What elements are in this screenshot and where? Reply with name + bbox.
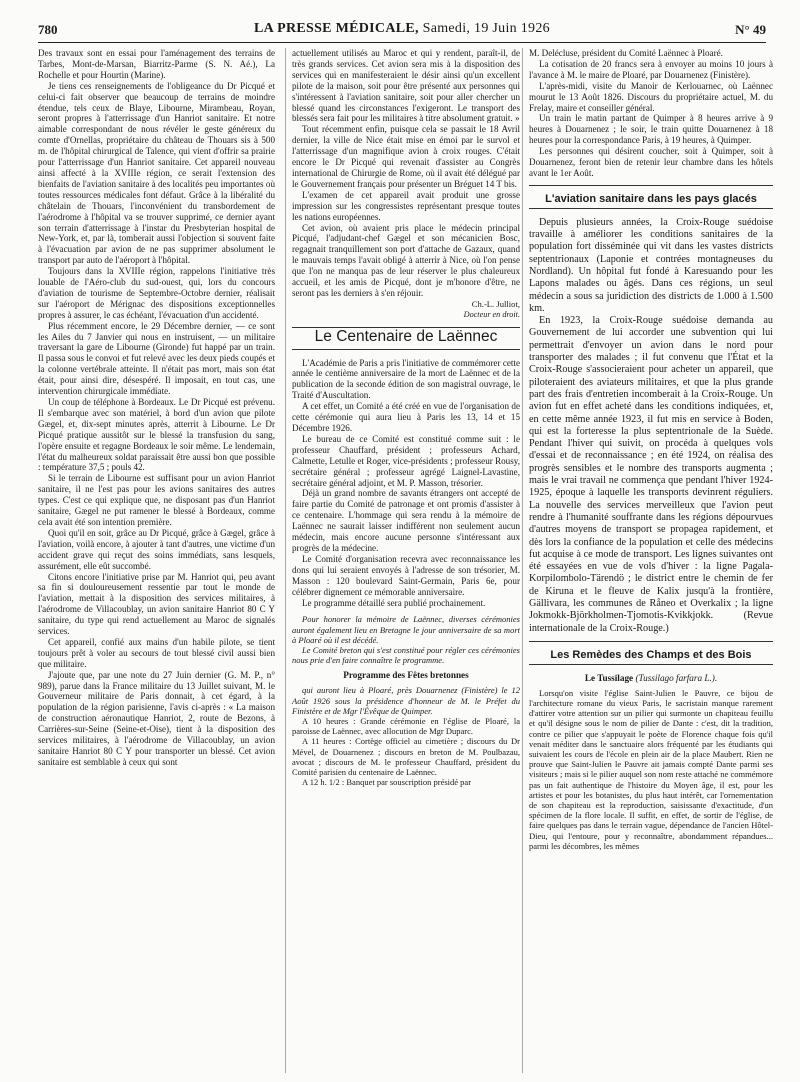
program-item: A 11 heures : Cortège officiel au cimetière ; discours du Dr Mével, de Douarnenez ; discours en breton de M. Poulbazau, avocat ; discours de M. le professeur Chauffard, président du Comité parisien du centenaire de Laënnec. xyxy=(292,736,520,777)
paragraph: Les personnes qui désirent coucher, soit à Quimper, soit à Douarnenez, feront bien de retenir leur chambre dans les hôtels avant le 1er Août. xyxy=(529,146,773,178)
paragraph: actuellement utilisés au Maroc et qui y rendent, paraît-il, de très grands services. Cet avion sera mis à la disposition des services qui en manifesteraient le désir ainsi qu'un excellent pilote de la maison, soit pour être présenté aux personnes qui s'intéressent à l'aviation sanitaire, soit pour aller chercher un blessé quand les circonstances l'exigeront. Le transport des blessés sera fait pour les militaires à titre absolument gratuit. » xyxy=(292,48,520,124)
paragraph: J'ajoute que, par une note du 27 Juin dernier (G. M. P., n° 989), parue dans la France militaire du 13 Juillet suivant, M. le Gouverneur militaire de Paris donnait, à cet égard, à la population de la région parisienne, l'avis ci-après : « La maison de construction aéronautique Hanriot, 2, route de Bezons, à Carrières-sur-Seine (Seine-et-Oise), tient à la disposition des services militaires, à l'aérodrome de Villacoublay, un avion sanitaire Hanriot 80 C Y pour transporter un blessé. Cet avion sanitaire est semblable à ceux qui sont xyxy=(38,669,275,767)
author-signature: Ch.-L. Julliot, xyxy=(471,298,520,309)
program-item: A 10 heures : Grande cérémonie en l'église de Ploaré, la paroisse de Laënnec, avec allocution de Mgr Duparc. xyxy=(292,715,520,737)
paragraph: L'examen de cet appareil avait produit une grosse impression sur les congressistes représentant presque toutes les nations européennes. xyxy=(292,189,520,222)
paragraph: L'Académie de Paris a pris l'initiative de commémorer cette année le centième anniversaire de la mort de Laënnec et de la publication de la seconde édition de son magistral ouvrage, le Traité d'Auscultation. xyxy=(292,357,520,401)
paragraph: Cet appareil, confié aux mains d'un habile pilote, se tient toujours prêt à voler au secours de tout blessé civil aussi bien que militaire. xyxy=(38,636,275,669)
page-header xyxy=(38,20,766,43)
italic-note: Pour honorer la mémoire de Laënnec, diverses cérémonies auront également lieu en Bretagne le jour anniversaire de sa mort à Ploaré où il est décédé. xyxy=(292,614,520,645)
section-title-aviation: L'aviation sanitaire dans les pays glacés xyxy=(545,192,757,205)
column-1 xyxy=(38,48,275,1073)
column-3 xyxy=(522,48,773,1073)
paragraph: M. Delécluse, président du Comité Laënnec à Ploaré. xyxy=(529,48,723,58)
paragraph: Déjà un grand nombre de savants étrangers ont accepté de faire partie du Comité de patronage et ont promis d'assister à ce centenaire. L'hommage qui sera rendu à la mémoire de Laënnec ne saurait laisser indifférent non seulement aucun médecin, mais encore aucune personne s'intéressant aux progrès de la médecine. xyxy=(292,488,520,553)
paragraph: Un train le matin partant de Quimper à 8 heures arrive à 9 heures à Douarnenez ; le soir, le train quitte Douarnenez à 18 heures pour la correspondance Paris, à 19 heures, à Quimper. xyxy=(529,113,773,146)
paragraph: Le Comité d'organisation recevra avec reconnaissance les dons qui lui seraient envoyés à l'adresse de son trésorier, M. Masson : 120 boulevard Saint-Germain, Paris 6e, pour célébrer dignement ce mémorable anniversaire. xyxy=(292,553,520,597)
paragraph: Toujours dans la XVIIIe région, rappelons l'initiative très louable de l'Aéro-club du sud-ouest, qui, lors du concours d'aviation de tourisme de Septembre-Octobre dernier, réalisait sur l'aéroport de Mérignac des dispositions exceptionnelles propres à assurer, le cas échéant, l'évacuation d'un accidenté. xyxy=(38,266,275,320)
latin-name: (Tussilago farfara L.). xyxy=(635,672,718,683)
program-intro: qui auront lieu à Ploaré, près Douarnenez (Finistère) le 12 Août 1926 sous la présidence d'honneur de M. le Préfet du Finistère et de Mgr l'Évêque de Quimper. xyxy=(292,685,520,716)
paragraph: Cet avion, où avaient pris place le médecin principal Picqué, l'adjudant-chef Gægel et son mécanicien Bosc, regagnait tranquillement son port d'attache de Gazaux, quand le mauvais temps l'avait obligé à atterrir à Nice, où l'on pense que l'on ne manqua pas de leur réserver le plus chaleureux accueil, et les amis de Picqué, dont je m'honore d'être, ne seront pas les derniers à s'en réjouir. xyxy=(292,222,520,298)
paragraph: Le programme détaillé sera publié prochainement. xyxy=(302,597,486,608)
paragraph: L'après-midi, visite du Manoir de Kerlouarnec, où Laënnec mourut le 13 Août 1826. Discours du propriétaire actuel, M. du Frelay, maire et conseiller général. xyxy=(529,80,773,113)
paragraph: Je tiens ces renseignements de l'obligeance du Dr Picqué et celui-ci fait observer que beaucoup de terrains de moindre étendue, tels ceux de Blaye, Libourne, Mirambeau, Royan, seront propres à l'atterrissage d'un Hanriot sanitaire. Et notre aimable correspondant de nous révéler le geste généreux du comte d'Ornellas, propriétaire du château de Thouars sis à 500 m. de l'hôpital chirurgical de Talence, qui vient d'offrir sa prairie pour l'atterrissage d'un Hanriot sanitaire. Cet appareil nouveau ainsi affecté à la XVIIIe région, ce serait l'extension des bienfaits de l'aviation sanitaire à des localités peu importantes où toutes ressources médicales font défaut. Grâce à la libéralité du châtelain de Thouars, l'inconvénient du transbordement de l'aérodrome à l'hôpital va se trouver supprimé, ce dernier ayant son terrain d'atterrissage à l'instar du Presbyterian hospital de New-York, et, par là, tomberait aussi l'objection si souvent faite à l'évacuation par avion de ne pas supprimer absolument le transport par auto de l'aéroport à l'hôpital. xyxy=(38,80,275,266)
paragraph: A cet effet, un Comité a été créé en vue de l'organisation de cette cérémonie qui aura lieu à Paris les 13, 14 et 15 Décembre 1926. xyxy=(292,401,520,433)
section-divider xyxy=(529,208,773,209)
column-2 xyxy=(285,48,520,1073)
issue-number: N° 49 xyxy=(735,22,766,37)
page-number: 780 xyxy=(38,22,58,37)
section-divider xyxy=(292,349,520,350)
section-title-laennec: Le Centenaire de Laënnec xyxy=(314,327,498,345)
paragraph: Si le terrain de Libourne est suffisant pour un avion Hanriot sanitaire, il ne l'est pas pour les avions sanitaires des autres types. C'est ce qui explique que, ne disposant pas d'un Hanriot sanitaire, Gægel ne put ramener le blessé à Bordeaux, comme cela avait été son intention première. xyxy=(38,473,275,527)
paragraph: Plus récemment encore, le 29 Décembre dernier, — ce sont les Ailes du 7 Janvier qui nous en instruisent, — un militaire traversant la gare de Libourne (Gironde) fut happé par un train. Il passa sous le convoi et fut relevé avec les deux pieds coupés et la colonne vertébrale atteinte. Il n'était pas mort, mais son état était, pour ainsi dire, désespéré. Il imposait, en tout cas, une intervention chirurgicale immédiate. xyxy=(38,320,275,397)
paragraph: Des travaux sont en essai pour l'aménagement des terrains de Tarbes, Mont-de-Marsan, Biarritz-Parme (S. N. Aé.), La Rochelle et pour Hourtin (Marine). xyxy=(38,48,275,80)
section-divider xyxy=(529,185,773,186)
paragraph: Depuis plusieurs années, la Croix-Rouge suédoise travaille à améliorer les conditions sanitaires de la population fort disséminée qui vit dans les vastes districts septentrionaux (Laponie et contrées montagneuses du Nordland). Un hôpital fut fondé à Karesuando pour les Lapons malades ou âgés. Dans ces régions, un seul médecin a sous sa juridiction des districts de 1.000 à 1.500 km. xyxy=(529,216,773,314)
paragraph: Tout récemment enfin, puisque cela se passait le 18 Avril dernier, la ville de Nice était mise en émoi par le survol et l'atterrissage d'un magnifique avion à croix rouges. C'était encore le Dr Picqué qui revenait d'assister au Congrès international de Chirurgie de Rome, où il avait été délégué par le Gouvernement français pour présenter un Bréguet 14 T bis. xyxy=(292,124,520,189)
section-divider xyxy=(529,664,773,665)
author-title: Docteur en droit. xyxy=(463,309,520,319)
paragraph: Lorsqu'on visite l'église Saint-Julien le Pauvre, ce bijou de l'architecture romane du vieux Paris, le sacristain manque rarement d'attirer votre attention sur un pilier qui surmonte un chapiteau feuillu et qu'il désigne sous le nom de pilier de Dante : c'est, dit la tradition, contre ce pilier que s'appuyait le poète de Florence chaque fois qu'il venait méditer dans le sanctuaire alors fréquenté par les étudiants qui suivaient les cours de l'école en plein air de la place Maubert. Rien ne prouve que Saint-Julien le Pauvre ait jamais compté Dante parmi ses visiteurs ; mais si le pilier auquel son nom reste attaché ne commémore pas un fait authentique de l'histoire du Moyen âge, il est, pour les artistes et pour les botanistes, du plus haut intérêt, car l'ornementation de son chapiteau est la reproduction, saisissante d'exactitude, d'un spécimen de la flore locale. Il suffit, en effet, de sortir de l'église, de faire quelques pas dans le terrain vague, dépendance de l'ancien Hôtel-Dieu, qui l'entoure, pour y reconnaître, abondamment répandues... parmi les décombres, les mêmes xyxy=(529,687,773,851)
paragraph: En 1923, la Croix-Rouge suédoise demanda au Gouvernement de lui accorder une subvention qui lui permettrait d'envoyer un avion dans le nord pour transporter des malades ; il fut convenu que l'État et la Croix-Rouge s'associeraient pour acheter un appareil, que piloteraient des aviateurs militaires, et que la plus grande part des frais d'entretien incomberait à la Croix-Rouge. Un avion fut en effet acheté dans les conditions indiquées, et, en cette même année 1923, il fut mis en service à Boden, qui est la forteresse la plus septentrionale de la Suède. Pendant l'hiver qui suivit, on procéda à quelques vols d'essai et de reconnaissance ; en été 1924, on réalisa des progrès sensibles et le nombre des transports augmenta ; mais le vrai travail ne commença que pendant l'hiver 1924-1925, époque à laquelle les transports devinrent réguliers. La nouvelle des services merveilleux que l'avion peut rendre à l'humanité souffrante dans les régions dépourvues d'autres moyens de transport se propagea rapidement, et dès lors la confiance de la population et celle des médecins fut acquise à ce mode de transport. Les lignes suivantes ont été essayées en vue de vols d'hiver : la ligne Pagala-Korpilombolo-Tärendö ; le district entre le chemin de fer de Kiruna et le fleuve de Kalix jusqu'à la frontière, Gällivara, les communes de Råneo et Overkalix ; la ligne Jokmokk-Björkholmen-Tjomotis-Kvikkjokk. (Revue internationale de la Croix-Rouge.) xyxy=(529,315,773,634)
paragraph: Quoi qu'il en soit, grâce au Dr Picqué, grâce à Gægel, grâce à l'aviation, voilà encore, à ajouter à tant d'autres, une victime d'un accident grave qui reçut des soins immédiats, sans lesquels, assurément, elle eût succombé. xyxy=(38,527,275,571)
paragraph: Un coup de téléphone à Bordeaux. Le Dr Picqué est prévenu. Il s'embarque avec son matériel, à bord d'un avion que pilote Gægel, et, dix-sept minutes après, atterrit à Libourne. Le Dr Picqué pratique aussitôt sur le blessé la transfusion du sang, l'opère ensuite et regagne Bordeaux le soir même. Le lendemain, l'état du malheureux soldat paraissait être aussi bon que possible : température 37,5 ; pouls 42. xyxy=(38,397,275,473)
program-title: Programme des Fêtes bretonnes xyxy=(343,670,469,681)
journal-name: LA PRESSE MÉDICALE, xyxy=(254,21,419,36)
subsection-name: Le Tussilage xyxy=(584,672,634,683)
paragraph: Citons encore l'initiative prise par M. Hanriot qui, peu avant sa fin si douloureusement ressentie par tout le monde de l'aviation, mettait à la disposition des services militaires, à l'aérodrome de Villacoublay, un avion sanitaire Hanriot 80 C Y sanitaire, du type qui rend actuellement au Maroc de signalés services. xyxy=(38,571,275,637)
journal-title xyxy=(38,21,766,37)
section-title-remedes: Les Remèdes des Champs et des Bois xyxy=(550,648,752,661)
issue-date: Samedi, 19 Juin 1926 xyxy=(422,21,550,36)
program-item: A 12 h. 1/2 : Banquet par souscription présidé par xyxy=(302,777,472,788)
subsection-title xyxy=(529,673,773,684)
section-divider xyxy=(529,641,773,642)
paragraph: Le bureau de ce Comité est constitué comme suit : le professeur Chauffard, président ; professeurs Achard, Calmette, Letulle et Roger, vice-présidents ; professeur Rousy, secrétaire général ; professeur agrégé Laignel-Lavastine, secrétaire général adjoint, et M. P. Masson, trésorier. xyxy=(292,433,520,488)
paragraph: La cotisation de 20 francs sera à envoyer au moins 10 jours à l'avance à M. le maire de Ploaré, par Douarnenez (Finistère). xyxy=(529,58,773,80)
italic-note: Le Comité breton qui s'est constitué pour régler ces cérémonies nous prie d'en faire connaître le programme. xyxy=(292,645,520,666)
